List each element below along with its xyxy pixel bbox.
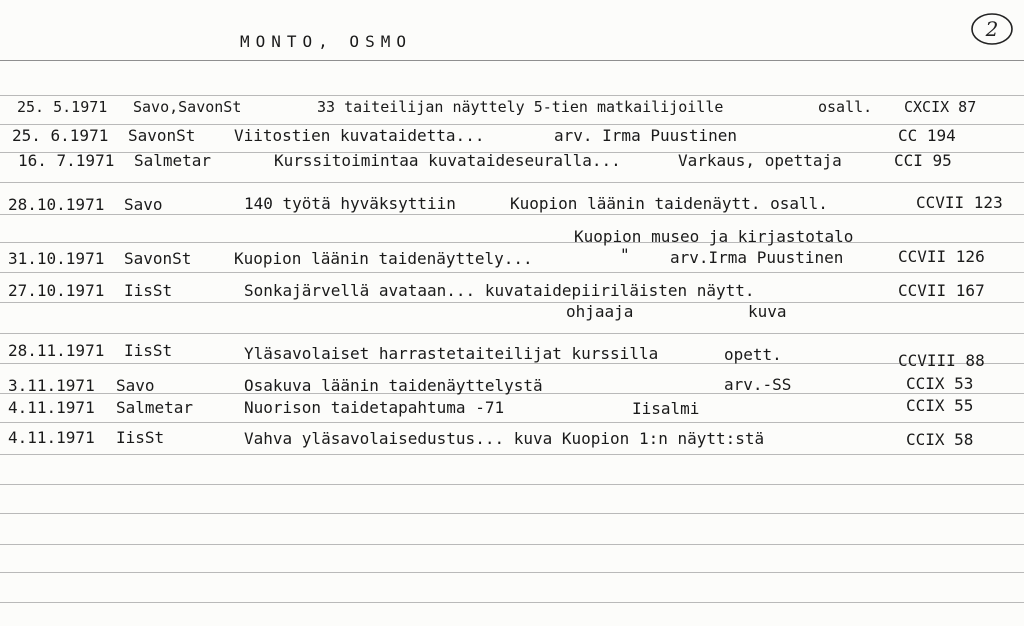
header-rule [0,60,1024,61]
entry-title: Viitostien kuvataidetta... [234,126,485,145]
entry-note: Iisalmi [632,399,700,418]
entry-source: IisSt [124,281,173,300]
entry-title: Kuopion läänin taidenäyttely... [234,249,533,268]
entry-note: arv. Irma Puustinen [554,126,738,145]
entry-sub-note: kuva [748,302,787,321]
entry-date: 16. 7.1971 [18,151,115,170]
entry-ref: CCI 95 [894,151,952,170]
entry-note: osall. [818,98,873,116]
entry-ref: CXCIX 87 [904,98,977,116]
entry-note: arv.-SS [724,375,792,394]
row-rule [0,363,1024,364]
row-rule [0,422,1024,423]
entry-ref: CCVII 167 [898,281,985,300]
entry-source: Salmetar [134,151,212,170]
card-number: 2 [985,17,999,41]
row-rule [0,544,1024,545]
entry-title: Osakuva läänin taidenäyttelystä [244,376,543,395]
entry-date: 4.11.1971 [8,428,95,447]
entry-title: Kurssitoimintaa kuvataideseuralla... [274,151,621,170]
entry-ref: CCIX 53 [906,374,974,393]
entry-title: Yläsavolaiset harrastetaiteilijat kurssilla [244,344,659,363]
row-rule [0,302,1024,303]
entry-source: Savo [116,376,155,395]
entry-extra: Kuopion museo ja kirjastotalo [574,227,854,246]
entry-note: arv.Irma Puustinen [670,248,844,267]
entry-date: 25. 6.1971 [12,126,109,145]
entry-date: 27.10.1971 [8,281,105,300]
entry-note: opett. [724,345,782,364]
row-rule [0,182,1024,183]
entry-ref: CCVII 123 [916,193,1003,212]
entry-source: Savo [124,195,163,214]
row-rule [0,124,1024,125]
row-rule [0,454,1024,455]
entry-date: 31.10.1971 [8,249,105,268]
entry-ref: CCVIII 88 [898,351,985,370]
entry-ref: CCVII 126 [898,247,985,266]
entry-title: Vahva yläsavolaisedustus... kuva Kuopion 1:n näytt:stä [244,429,765,448]
entry-title: 33 taiteilijan näyttely 5-tien matkailijoille [317,98,724,116]
entry-date: 25. 5.1971 [17,98,108,116]
entry-date: 4.11.1971 [8,398,95,417]
row-rule [0,513,1024,514]
row-rule [0,214,1024,215]
entry-ref: CCIX 58 [906,430,974,449]
entry-source: Savo,SavonSt [133,98,242,116]
row-rule [0,602,1024,603]
entry-note: Kuopion läänin taidenäytt. osall. [510,194,828,213]
entry-ditto: " [620,245,630,264]
entry-source: SavonSt [128,126,196,145]
entry-title: Nuorison taidetapahtuma -71 [244,398,505,417]
entry-source: SavonSt [124,249,192,268]
row-rule [0,95,1024,96]
row-rule [0,484,1024,485]
entry-ref: CCIX 55 [906,396,974,415]
row-rule [0,572,1024,573]
entry-source: IisSt [124,341,173,360]
entry-ref: CC 194 [898,126,956,145]
entry-title: Sonkajärvellä avataan... kuvataidepiiriläisten näytt. [244,281,755,300]
entry-source: Salmetar [116,398,194,417]
entry-date: 28.10.1971 [8,195,105,214]
entry-sub-note: ohjaaja [566,302,634,321]
row-rule [0,242,1024,243]
entry-note: Varkaus, opettaja [678,151,842,170]
entry-date: 28.11.1971 [8,341,105,360]
row-rule [0,272,1024,273]
row-rule [0,333,1024,334]
entry-source: IisSt [116,428,165,447]
entry-date: 3.11.1971 [8,376,95,395]
card-title: MONTO, OSMO [240,32,412,51]
entry-title: 140 työtä hyväksyttiin [244,194,456,213]
card-number-circle [970,12,1014,46]
